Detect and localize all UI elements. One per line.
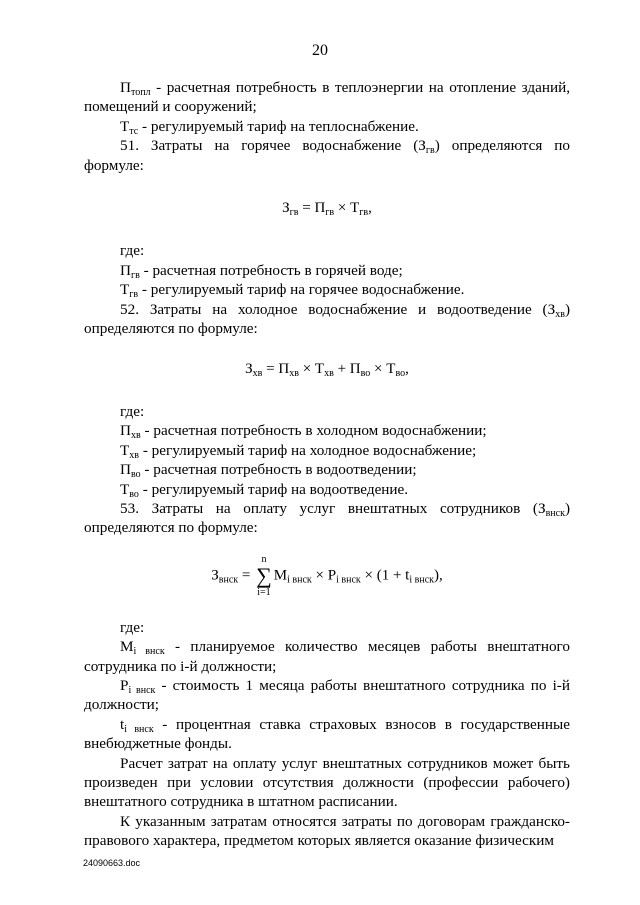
formula-symbol: Т xyxy=(350,200,360,217)
formula-symbol: Т xyxy=(386,361,396,378)
formula-symbol: Т xyxy=(314,361,325,378)
symbol-sub: i внск xyxy=(124,723,154,735)
formula-sub: i внск xyxy=(287,574,312,586)
file-name-footer: 24090663.doc xyxy=(83,858,141,868)
formula-op: = xyxy=(298,200,315,217)
symbol-sub: гв xyxy=(129,289,139,301)
symbol: t xyxy=(120,715,125,733)
symbol-sub: хв xyxy=(555,308,565,320)
definition-text: - регулируемый тариф на горячее водоснабжение. xyxy=(138,281,465,299)
symbol: Т xyxy=(120,281,130,299)
where-label: где: xyxy=(120,242,145,260)
definition-p-vo xyxy=(84,460,570,479)
definition-text: - стоимость 1 месяца работы внештатного сотрудника по i-й должности; xyxy=(84,676,570,714)
formula-symbol: П xyxy=(349,361,361,378)
definition-text: - регулируемый тариф на водоотведение. xyxy=(138,480,409,498)
sum-lower-limit: i=1 xyxy=(257,586,271,598)
formula-sub: внск xyxy=(218,574,239,586)
paragraph-text: 52. Затраты на холодное водоснабжение и водоотведение (З xyxy=(120,300,556,318)
formula-op: = xyxy=(262,361,279,378)
symbol: П xyxy=(120,422,131,440)
formula-cold-water xyxy=(84,360,570,379)
formula-symbol: P xyxy=(327,567,337,584)
formula-sub: гв xyxy=(289,207,299,219)
symbol-sub: i внск xyxy=(133,646,165,658)
sigma-icon: ∑ xyxy=(256,562,272,588)
symbol: П xyxy=(120,461,131,479)
formula-symbol: З xyxy=(211,567,219,584)
paragraph-text: 51. Затраты на горячее водоснабжение (З xyxy=(120,137,426,155)
page-number: 20 xyxy=(312,42,328,59)
definition-p-topl xyxy=(84,78,570,117)
definition-text: - расчетная потребность в горячей воде; xyxy=(139,261,403,279)
symbol: M xyxy=(120,638,134,656)
definition-text: - регулируемый тариф на холодное водоснабжение; xyxy=(139,441,477,459)
formula-op: , xyxy=(405,361,409,378)
formula-sub: хв xyxy=(324,368,334,380)
symbol-sub: тс xyxy=(129,125,139,137)
definition-text: - планируемое количество месяцев работы внештатного сотрудника по i-й должности; xyxy=(84,638,570,675)
symbol: P xyxy=(120,676,129,694)
paragraph-text: ) определяются по формуле: xyxy=(84,300,570,338)
formula-freelance xyxy=(84,554,570,598)
formula-op: × (1 + t xyxy=(360,567,410,584)
where-label: где: xyxy=(120,402,145,420)
symbol-sub: внск xyxy=(545,507,565,519)
symbol-sub: гв xyxy=(130,269,140,281)
paragraph-related-costs: К указанным затратам относятся затраты по договорам гражданско-правового характера, предметом которых является оказание физическим xyxy=(84,812,570,850)
formula-sub: гв xyxy=(359,207,369,219)
symbol-sub: топл xyxy=(130,87,151,98)
definition-t-ts xyxy=(84,117,570,136)
symbol-sub: во xyxy=(129,488,139,500)
symbol: Т xyxy=(120,441,130,459)
formula-sub: i внск xyxy=(336,574,361,586)
symbol-sub: хв xyxy=(130,430,141,442)
formula-sub: хв xyxy=(252,368,263,380)
paragraph-53 xyxy=(84,499,570,538)
paragraph-51 xyxy=(84,136,570,175)
formula-op: × xyxy=(370,361,387,378)
symbol-sub: гв xyxy=(425,145,435,157)
formula-op: , xyxy=(368,200,372,217)
definition-t-vnsk xyxy=(84,715,570,754)
definition-text-cont: помещений и сооружений; xyxy=(84,98,257,116)
symbol-sub: хв xyxy=(129,449,140,461)
definition-text: - расчетная потребность в водоотведении; xyxy=(140,461,417,479)
paragraph-text: ) определяются по формуле: xyxy=(84,499,570,537)
definition-text: - процентная ставка страховых взносов в государственные внебюджетные фонды. xyxy=(84,715,570,753)
formula-symbol: З xyxy=(282,200,290,217)
formula-op: ), xyxy=(434,567,443,584)
paragraph-text: ) определяются по формуле: xyxy=(84,137,570,174)
symbol: Т xyxy=(120,480,130,498)
definition-text: - расчетная потребность в теплоэнергии на отопление зданий, xyxy=(150,79,570,96)
formula-symbol: П xyxy=(314,200,326,217)
symbol-sub: во xyxy=(130,469,141,481)
sum-upper-limit: n xyxy=(261,553,267,565)
definition-t-gv xyxy=(84,280,570,299)
symbol: Т xyxy=(120,117,130,135)
formula-sub: i внск xyxy=(409,574,434,586)
formula-op: × xyxy=(298,361,315,378)
definition-m-vnsk xyxy=(84,637,570,676)
formula-sub: во xyxy=(395,368,406,380)
paragraph-calculation: Расчет затрат на оплату услуг внештатных сотрудников может быть произведен при условии отсутствия должности (профессии рабочего) внештатного сотрудника в штатном расписании. xyxy=(84,754,570,811)
definition-p-hv xyxy=(84,421,570,440)
paragraph-52 xyxy=(84,300,570,339)
definition-p-vnsk xyxy=(84,676,570,715)
document-body xyxy=(84,78,570,851)
formula-symbol: M xyxy=(273,567,288,584)
formula-sub: во xyxy=(360,368,371,380)
definition-text: - расчетная потребность в холодном водоснабжении; xyxy=(140,422,487,440)
definition-t-hv xyxy=(84,441,570,460)
formula-op: = xyxy=(238,567,255,584)
formula-hot-water xyxy=(84,199,570,218)
formula-op: × xyxy=(311,567,328,584)
formula-op: × xyxy=(334,200,351,217)
formula-sub: гв xyxy=(325,207,335,219)
summation xyxy=(256,554,272,598)
formula-symbol: З xyxy=(245,361,253,378)
formula-sub: хв xyxy=(289,368,299,380)
where-label: где: xyxy=(120,618,145,636)
formula-op: + xyxy=(333,361,350,378)
symbol: П xyxy=(120,261,131,279)
symbol: П xyxy=(120,79,131,96)
definition-t-vo xyxy=(84,480,570,499)
definition-p-gv xyxy=(84,261,570,280)
definition-text: - регулируемый тариф на теплоснабжение. xyxy=(138,117,419,135)
paragraph-text: 53. Затраты на оплату услуг внештатных сотрудников (З xyxy=(120,499,546,517)
symbol-sub: i внск xyxy=(128,684,156,696)
formula-symbol: П xyxy=(278,361,290,378)
